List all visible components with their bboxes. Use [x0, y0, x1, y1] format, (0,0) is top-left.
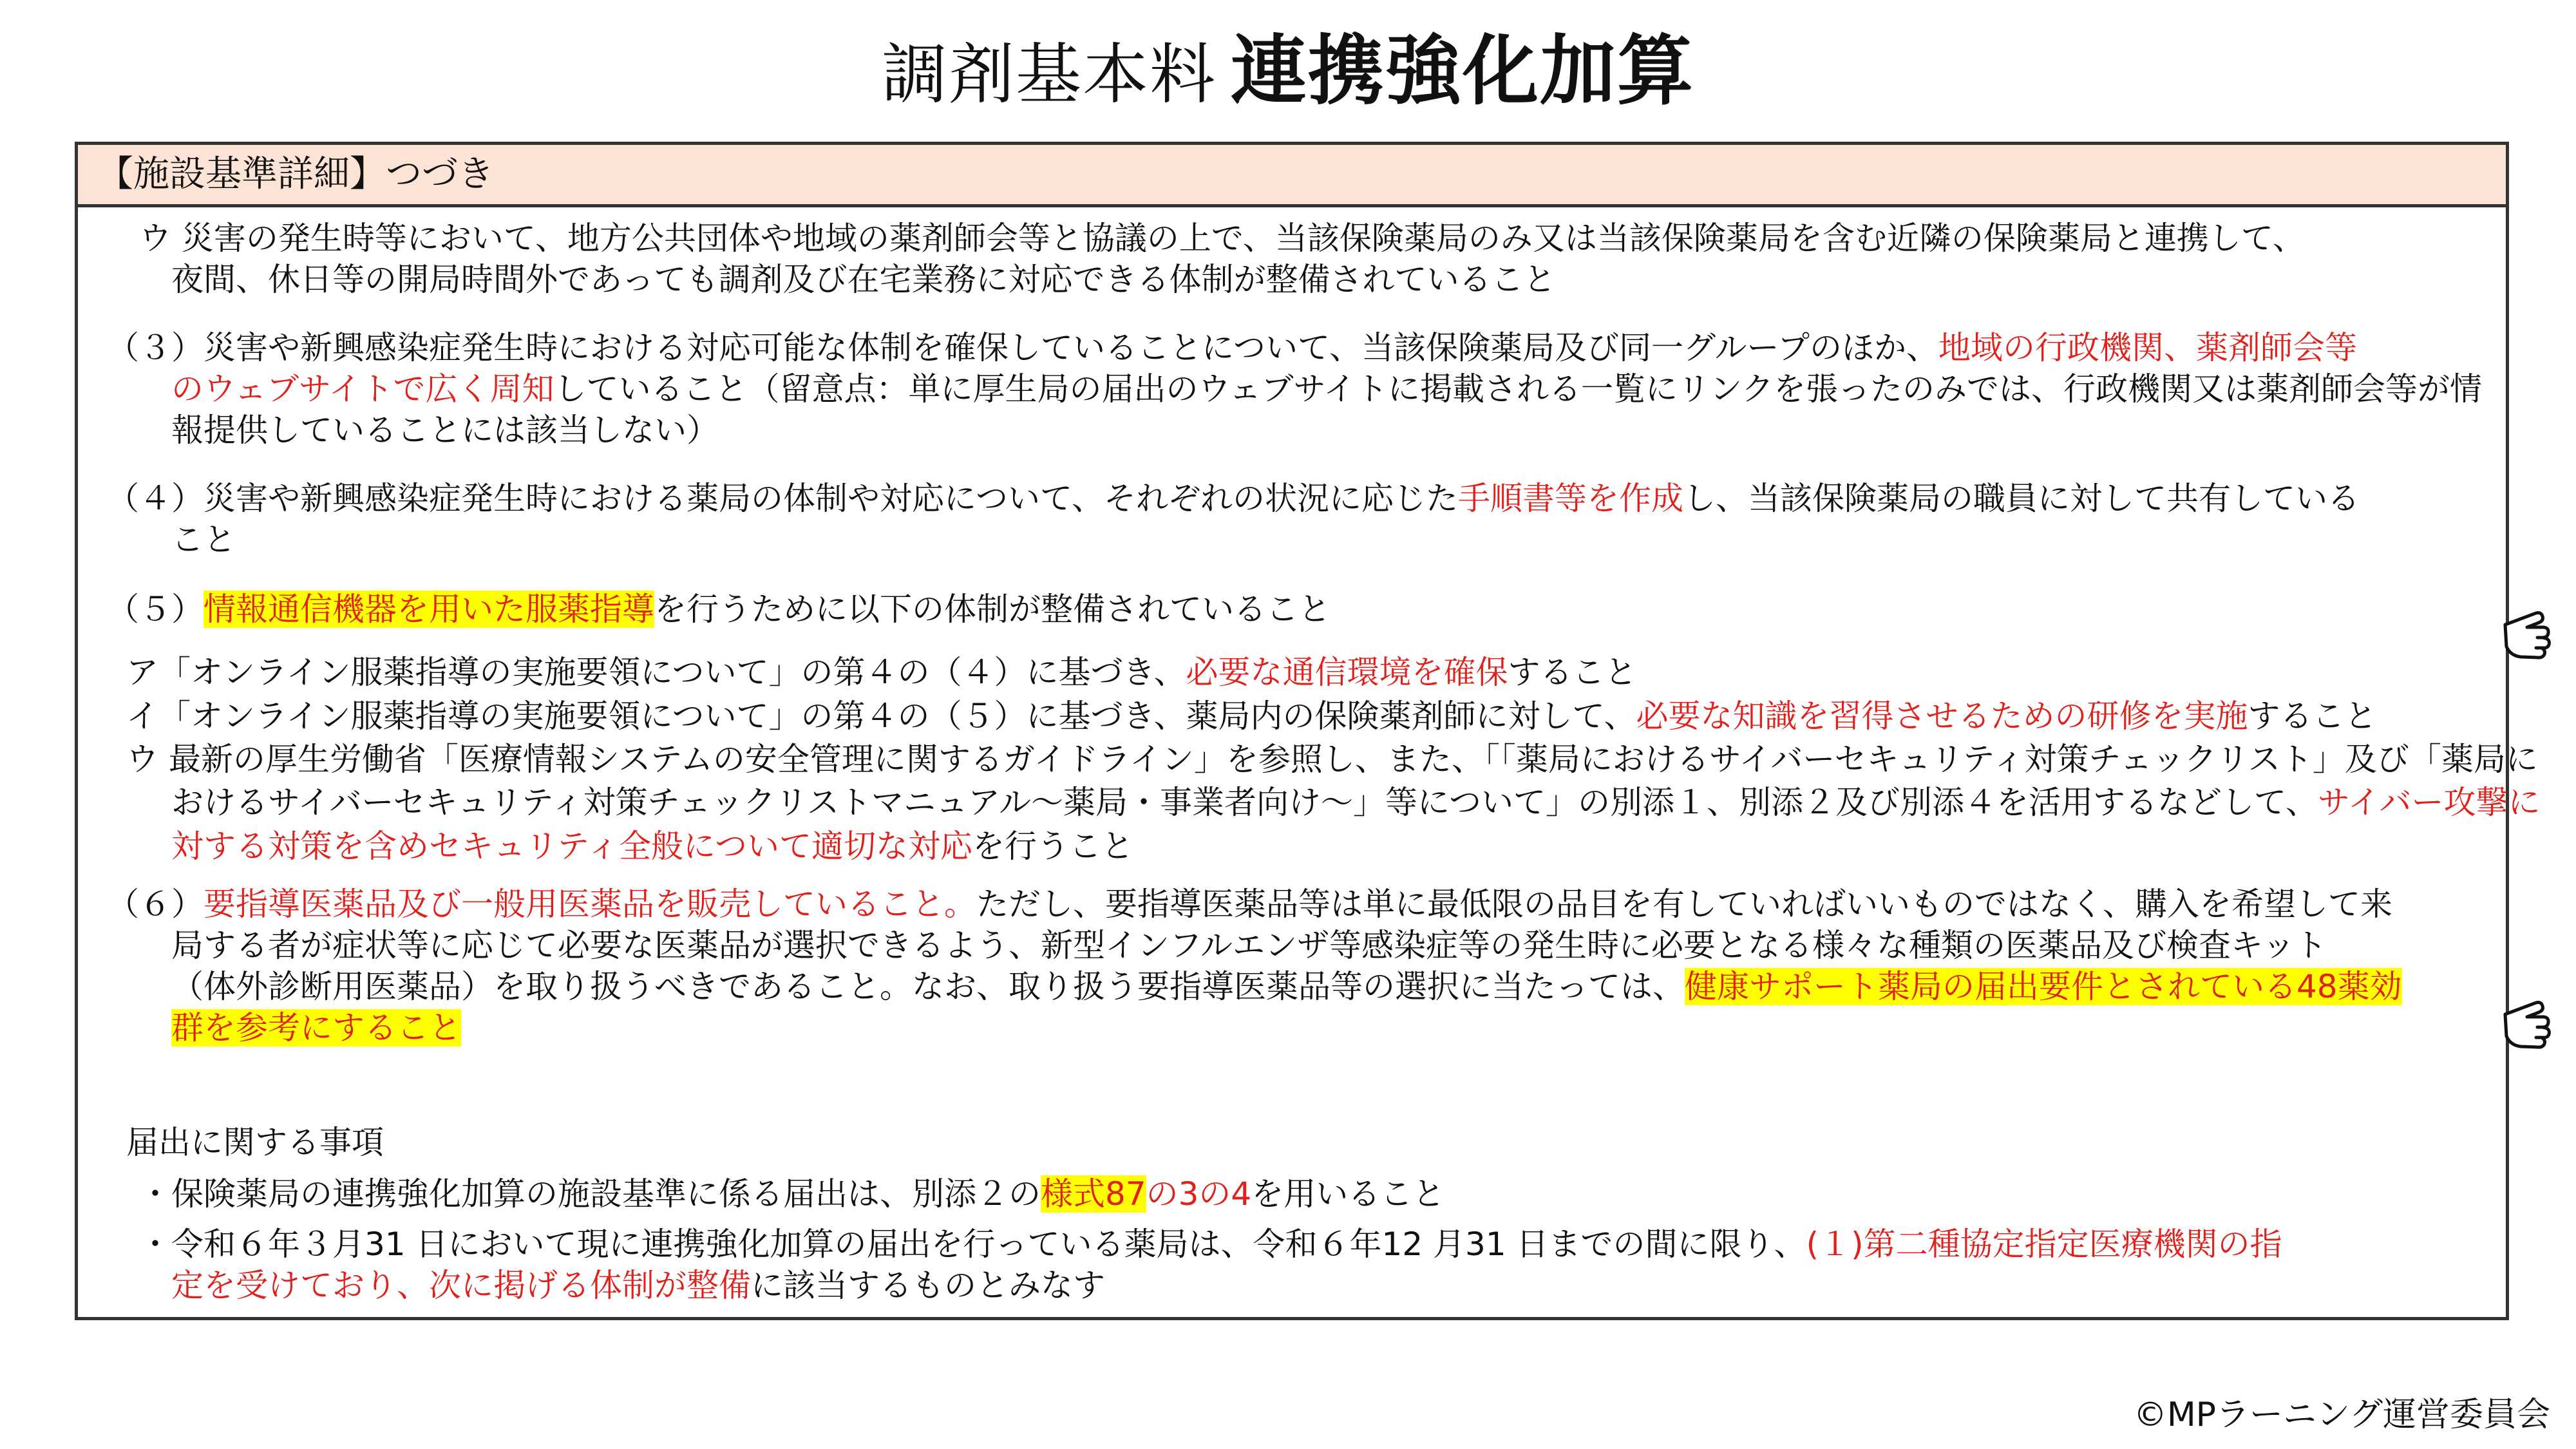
copyright-notice: ©MPラーニング運営委員会: [2133, 1396, 2550, 1434]
emphasis-text: のウェブサイトで広く周知: [171, 370, 554, 408]
notice-bullet-2-line2: 定を受けており、次に掲げる体制が整備に該当するものとみなす: [171, 1267, 1105, 1304]
emphasis-text: (１)第二種協定指定医療機関の指: [1806, 1226, 2282, 1263]
item6-line1: （６）要指導医薬品及び一般用医薬品を販売していること。ただし、要指導医薬品等は単に最低限の品目を有していればいいものではなく、購入を希望して来: [107, 886, 2392, 923]
highlighted-text: 健康サポート薬局の届出要件とされている48薬効: [1685, 968, 2402, 1005]
notice-heading: 届出に関する事項: [126, 1124, 384, 1161]
item6-line3: （体外診断用医薬品）を取り扱うべきであること。なお、取り扱う要指導医薬品等の選択に当たっては、健康サポート薬局の届出要件とされている48薬効: [171, 968, 2402, 1005]
criteria-box: [75, 142, 2541, 1320]
emphasis-text: 必要な知識を習得させるための研修を実施: [1636, 697, 2248, 735]
title-main: 調剤基本料: [881, 37, 1217, 113]
emphasis-text: 定を受けており、次に掲げる体制が整備: [171, 1267, 751, 1304]
notice-bullet-2-line1: ・令和６年３月31 日において現に連携強化加算の届出を行っている薬局は、令和６年12 月31 日までの間に限り、(１)第二種協定指定医療機関の指: [139, 1226, 2282, 1263]
emphasis-text: 対する対策を含めセキュリティ全般について適切な対応: [171, 828, 972, 865]
item-u1-line1: ウ 災害の発生時等において、地方公共団体や地域の薬剤師会等と協議の上で、当該保険薬局のみ又は当該保険薬局を含む近隣の保険薬局と連携して、: [139, 220, 2305, 257]
highlighted-text: 群を参考にすること: [171, 1009, 461, 1046]
item5-a: ア「オンライン服薬指導の実施要領について」の第４の（４）に基づき、必要な通信環境を確保すること: [126, 654, 1637, 691]
item5-line1: （５）情報通信機器を用いた服薬指導を行うために以下の体制が整備されていること: [107, 591, 1331, 628]
emphasis-text: の3の4: [1146, 1175, 1252, 1213]
emphasis-text: 地域の行政機関、薬剤師会等: [1938, 329, 2357, 366]
highlighted-text: 様式87: [1041, 1175, 1146, 1213]
notice-bullet-1: ・保険薬局の連携強化加算の施設基準に係る届出は、別添２の様式87の3の4を用いること: [139, 1175, 1445, 1213]
emphasis-text: 手順書等を作成: [1458, 480, 1683, 517]
emphasis-text: 必要な通信環境を確保: [1186, 654, 1508, 691]
item5-i: イ「オンライン服薬指導の実施要領について」の第４の（５）に基づき、薬局内の保険薬剤師に対して、必要な知識を習得させるための研修を実施すること: [126, 697, 2377, 735]
item5-u-line2: おけるサイバーセキュリティ対策チェックリストマニュアル～薬局・事業者向け～」等について」の別添１、別添２及び別添４を活用するなどして、サイバー攻撃に: [171, 784, 2541, 821]
page-title: [0, 26, 2576, 120]
item3-line2: のウェブサイトで広く周知していること（留意点：単に厚生局の届出のウェブサイトに掲載される一覧にリンクを張ったのみでは、行政機関又は薬剤師会等が情: [171, 370, 2482, 408]
item6-line2: 局する者が症状等に応じて必要な医薬品が選択できるよう、新型インフルエンザ等感染症等の発生時に必要となる様々な種類の医薬品及び検査キット: [171, 927, 2327, 964]
item3-line3: 報提供していることには該当しない）: [171, 412, 719, 449]
item3-line1: （３）災害や新興感染症発生時における対応可能な体制を確保していることについて、当該保険薬局及び同一グループのほか、地域の行政機関、薬剤師会等: [107, 329, 2357, 366]
title-emphasis: 連携強化加算: [1230, 26, 1694, 115]
item5-u-line1: ウ 最新の厚生労働省「医療情報システムの安全管理に関するガイドライン」を参照し、また、「「薬局におけるサイバーセキュリティ対策チェックリスト」及び「薬局に: [126, 741, 2538, 778]
item-u1-line2: 夜間、休日等の開局時間外であっても調剤及び在宅業務に対応できる体制が整備されていること: [171, 261, 1556, 298]
emphasis-text: サイバー攻撃に: [2318, 784, 2541, 821]
item6-line4: [171, 1007, 461, 1048]
emphasis-text: 要指導医薬品及び一般用医薬品を販売していること。: [204, 886, 976, 923]
box-header: 【施設基準詳細】つづき: [78, 145, 2506, 207]
item4-line2: こと: [171, 521, 236, 558]
pointing-hand-icon: [2499, 599, 2570, 670]
item5-u-line3: 対する対策を含めセキュリティ全般について適切な対応を行うこと: [171, 828, 1133, 865]
item4-line1: （４）災害や新興感染症発生時における薬局の体制や対応について、それぞれの状況に応じた手順書等を作成し、当該保険薬局の職員に対して共有している: [107, 480, 2360, 517]
pointing-hand-icon: [2499, 989, 2570, 1059]
highlighted-text: 情報通信機器を用いた服薬指導: [204, 591, 654, 628]
